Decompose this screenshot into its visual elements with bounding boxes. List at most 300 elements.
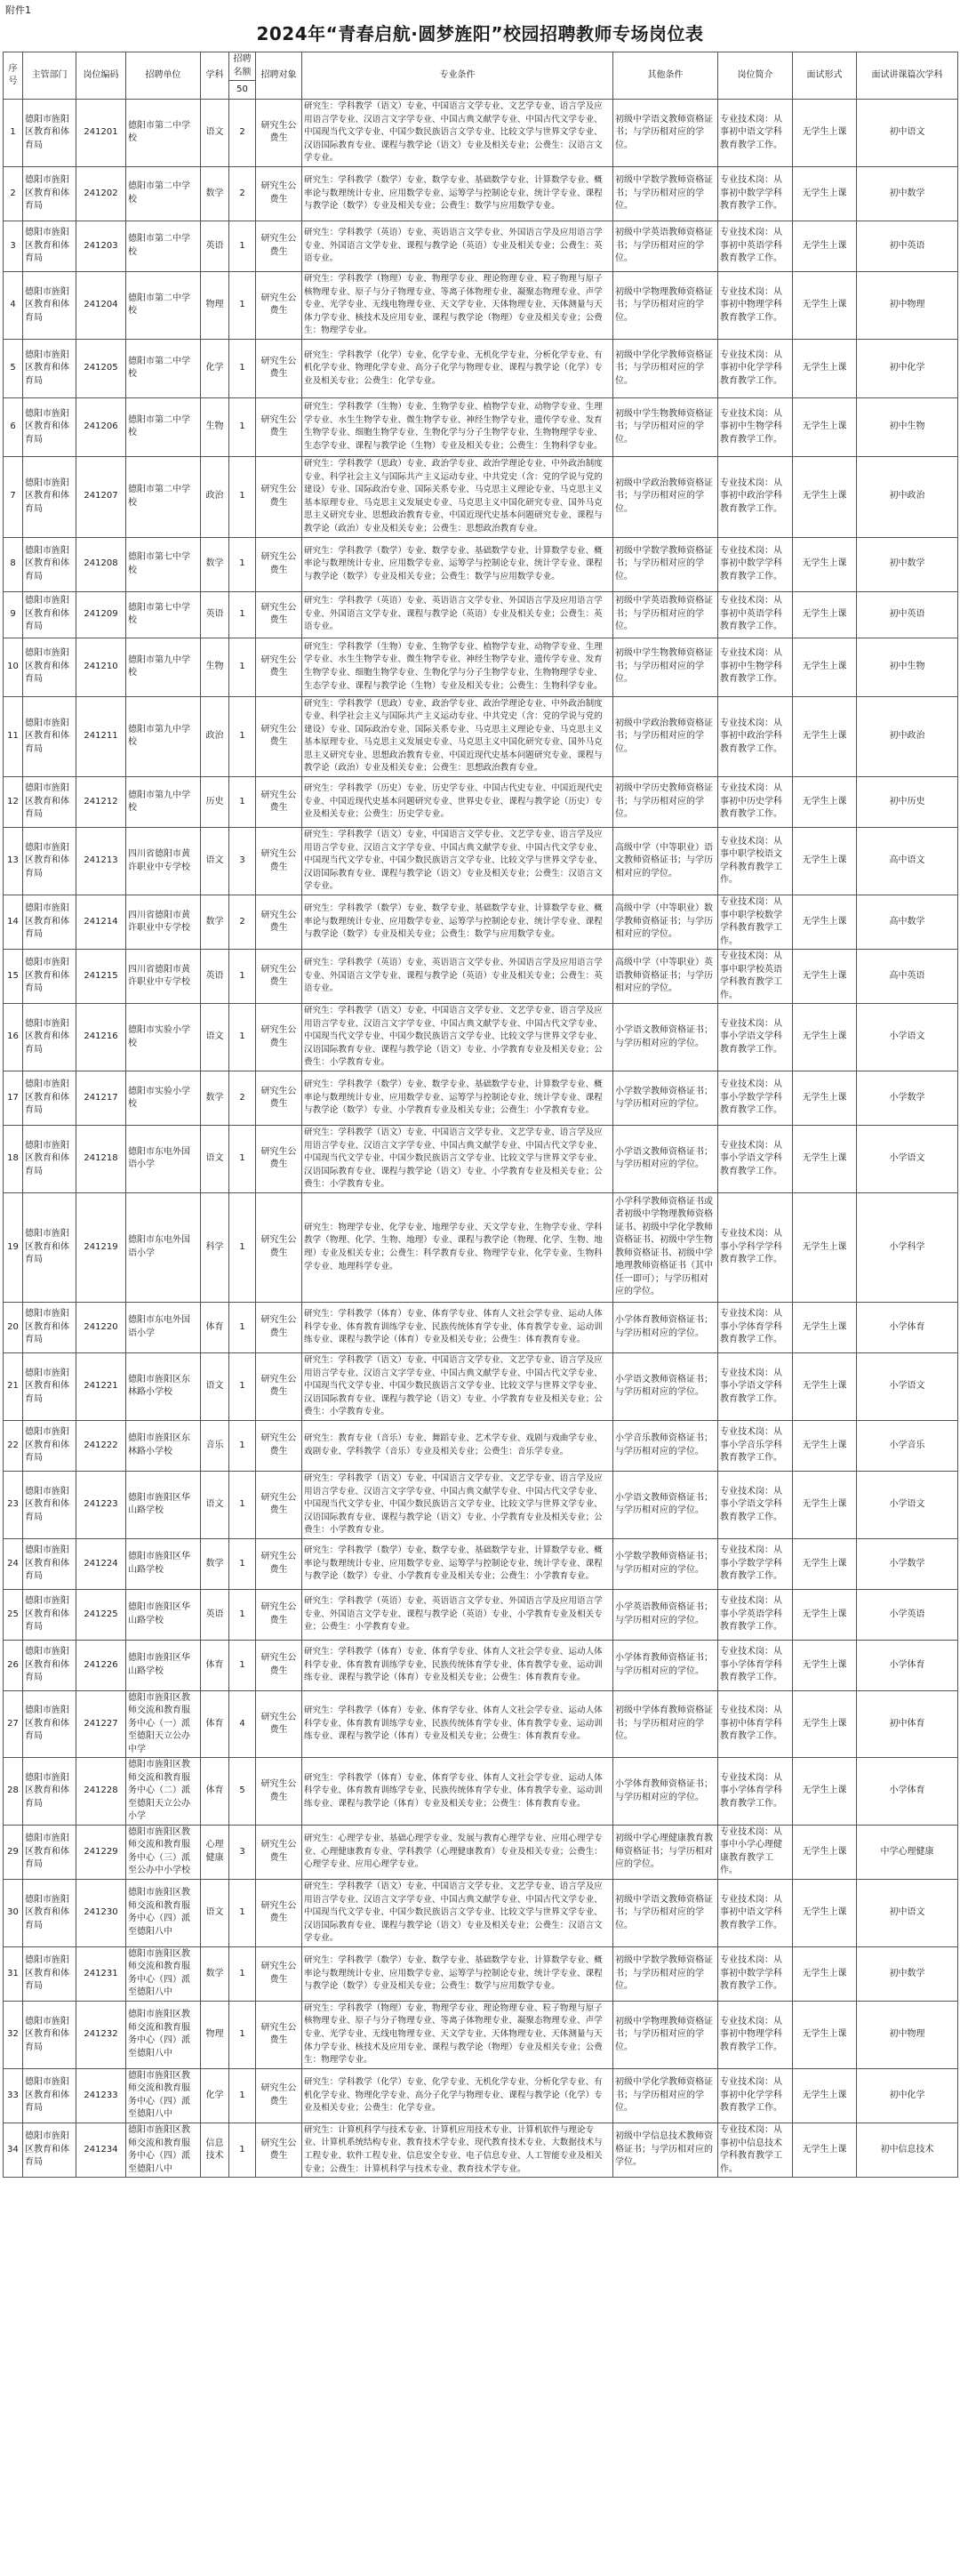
header-lesson: 面试讲课篇次学科	[857, 52, 958, 100]
row-number: 22	[4, 1420, 23, 1471]
row-unit: 德阳市第二中学校	[126, 397, 201, 456]
row-dept: 德阳市旌阳区教育和体育局	[23, 221, 76, 271]
row-other-conditions: 初级中学生物教师资格证书；与学历相对应的学位。	[613, 638, 718, 696]
table-row	[4, 1126, 958, 1193]
row-other-conditions: 小学体育教师资格证书；与学历相对应的学位。	[613, 1640, 718, 1690]
row-interview-form: 无学生上课	[793, 456, 857, 537]
row-number: 8	[4, 537, 23, 591]
row-quota: 1	[229, 1589, 256, 1640]
row-target: 研究生公费生	[256, 1302, 302, 1352]
row-number: 13	[4, 828, 23, 895]
row-quota: 5	[229, 1758, 256, 1826]
row-target: 研究生公费生	[256, 2068, 302, 2123]
row-intro: 专业技术岗：从事小学音乐学科教育教学工作。	[718, 1420, 793, 1471]
row-intro: 专业技术岗：从事初中英语学科教育教学工作。	[718, 591, 793, 638]
row-dept: 德阳市旌阳区教育和体育局	[23, 1640, 76, 1690]
row-number: 20	[4, 1302, 23, 1352]
row-other-conditions: 小学语文教师资格证书；与学历相对应的学位。	[613, 1471, 718, 1538]
row-unit: 德阳市实验小学校	[126, 1071, 201, 1126]
row-code: 241205	[76, 339, 126, 397]
row-code: 241221	[76, 1352, 126, 1420]
table-row	[4, 2068, 958, 2123]
row-interview-form: 无学生上课	[793, 2001, 857, 2068]
table-row	[4, 271, 958, 339]
row-requirements: 研究生：学科教学（体育）专业、体育学专业、体育人文社会学专业、运动人体科学专业、体育教育训练学专业、民族传统体育学专业、体育教学专业、运动训练专业、课程与教学论（体育）专业及相关专业；公费生：体育教育专业。	[302, 1758, 613, 1826]
table-row	[4, 1004, 958, 1071]
row-quota: 3	[229, 1825, 256, 1879]
row-intro: 专业技术岗：从事初中政治学科教育教学工作。	[718, 456, 793, 537]
row-number: 33	[4, 2068, 23, 2123]
row-unit: 德阳市旌阳区华山路学校	[126, 1538, 201, 1589]
row-interview-form: 无学生上课	[793, 1946, 857, 2001]
row-quota: 1	[229, 537, 256, 591]
row-unit: 德阳市东电外国语小学	[126, 1126, 201, 1193]
row-requirements: 研究生：学科教学（生物）专业、生物学专业、植物学专业、动物学专业、生理学专业、水生生物学专业、微生物学专业、神经生物学专业、遗传学专业、发育生物学专业、细胞生物学专业、生物化学与分子生物学专业、生物物理学专业、生态学专业、课程与教学论（生物）专业及相关专业；公费生：生物科学专业。	[302, 397, 613, 456]
row-subject: 语文	[201, 828, 229, 895]
row-other-conditions: 小学语文教师资格证书；与学历相对应的学位。	[613, 1004, 718, 1071]
table-row	[4, 1640, 958, 1690]
row-intro: 专业技术岗：从事初中数学学科教育教学工作。	[718, 537, 793, 591]
row-subject: 语文	[201, 1004, 229, 1071]
row-quota: 1	[229, 2001, 256, 2068]
row-quota: 1	[229, 696, 256, 777]
table-row	[4, 1758, 958, 1826]
row-lesson-subject: 小学语文	[857, 1126, 958, 1193]
row-requirements: 研究生：学科教学（语文）专业、中国语言文学专业、文艺学专业、语言学及应用语言学专业、汉语言文字学专业、中国古典文献学专业、中国古代文学专业、中国现当代文学专业、中国少数民族语言文学专业、比较文学与世界文学专业、汉语国际教育专业、课程与教学论（语文）专业及相关专业；公费生：汉语言文学专业。	[302, 828, 613, 895]
row-requirements: 研究生：学科教学（体育）专业、体育学专业、体育人文社会学专业、运动人体科学专业、体育教育训练学专业、民族传统体育学专业、体育教学专业、运动训练专业、课程与教学论（体育）专业及相关专业；公费生：体育教育专业。	[302, 1640, 613, 1690]
row-target: 研究生公费生	[256, 591, 302, 638]
row-dept: 德阳市旌阳区教育和体育局	[23, 828, 76, 895]
row-code: 241223	[76, 1471, 126, 1538]
row-requirements: 研究生：学科教学（英语）专业、英语语言文学专业、外国语言学及应用语言学专业、外国语言文学专业、课程与教学论（英语）专业及相关专业；公费生：英语专业。	[302, 591, 613, 638]
row-number: 9	[4, 591, 23, 638]
row-target: 研究生公费生	[256, 271, 302, 339]
row-other-conditions: 初级中学化学教师资格证书；与学历相对应的学位。	[613, 339, 718, 397]
row-number: 14	[4, 895, 23, 950]
row-other-conditions: 小学体育教师资格证书；与学历相对应的学位。	[613, 1302, 718, 1352]
row-other-conditions: 初级中学英语教师资格证书；与学历相对应的学位。	[613, 591, 718, 638]
row-intro: 专业技术岗：从事初中物理学科教育教学工作。	[718, 2001, 793, 2068]
row-code: 241234	[76, 2123, 126, 2177]
row-unit: 德阳市第二中学校	[126, 166, 201, 221]
row-subject: 生物	[201, 397, 229, 456]
row-target: 研究生公费生	[256, 1758, 302, 1826]
row-code: 241222	[76, 1420, 126, 1471]
row-other-conditions: 初级中学心理健康教育教师资格证书；与学历相对应的学位。	[613, 1825, 718, 1879]
row-dept: 德阳市旌阳区教育和体育局	[23, 100, 76, 167]
row-quota: 1	[229, 950, 256, 1004]
row-dept: 德阳市旌阳区教育和体育局	[23, 456, 76, 537]
row-requirements: 研究生：学科教学（生物）专业、生物学专业、植物学专业、动物学专业、生理学专业、水生生物学专业、微生物学专业、神经生物学专业、遗传学专业、发育生物学专业、细胞生物学专业、生物化学与分子生物学专业、生物物理学专业、生态学专业、课程与教学论（生物）专业及相关专业；公费生：生物科学专业。	[302, 638, 613, 696]
row-subject: 数学	[201, 1946, 229, 2001]
row-quota: 1	[229, 777, 256, 828]
row-intro: 专业技术岗：从事初中英语学科教育教学工作。	[718, 221, 793, 271]
row-interview-form: 无学生上课	[793, 271, 857, 339]
row-lesson-subject: 初中物理	[857, 271, 958, 339]
row-unit: 德阳市旌阳区教师交流和教育服务中心（一）派至德阳天立公办中学	[126, 1690, 201, 1758]
row-other-conditions: 小学语文教师资格证书；与学历相对应的学位。	[613, 1126, 718, 1193]
table-row	[4, 1420, 958, 1471]
row-target: 研究生公费生	[256, 166, 302, 221]
row-intro: 专业技术岗：从事中小学心理健康教育教学工作。	[718, 1825, 793, 1879]
row-number: 5	[4, 339, 23, 397]
row-quota: 1	[229, 1420, 256, 1471]
row-requirements: 研究生：学科教学（化学）专业、化学专业、无机化学专业、分析化学专业、有机化学专业、物理化学专业、高分子化学与物理专业、课程与教学论（化学）专业及相关专业；公费生：化学专业。	[302, 339, 613, 397]
row-requirements: 研究生：心理学专业、基础心理学专业、发展与教育心理学专业、应用心理学专业、心理健康教育专业、学科教学（心理健康教育）专业及相关专业；公费生：心理学专业、应用心理学专业。	[302, 1825, 613, 1879]
row-other-conditions: 初级中学英语教师资格证书；与学历相对应的学位。	[613, 221, 718, 271]
row-subject: 政治	[201, 456, 229, 537]
row-subject: 数学	[201, 1071, 229, 1126]
row-quota: 2	[229, 100, 256, 167]
row-other-conditions: 初级中学化学教师资格证书；与学历相对应的学位。	[613, 2068, 718, 2123]
row-other-conditions: 初级中学历史教师资格证书；与学历相对应的学位。	[613, 777, 718, 828]
row-number: 24	[4, 1538, 23, 1589]
row-interview-form: 无学生上课	[793, 591, 857, 638]
row-number: 3	[4, 221, 23, 271]
row-subject: 数学	[201, 166, 229, 221]
row-requirements: 研究生：教育专业（音乐）专业、舞蹈专业、艺术学专业、戏剧与戏曲学专业、戏剧专业、学科教学（音乐）专业及相关专业；公费生：音乐学专业。	[302, 1420, 613, 1471]
row-interview-form: 无学生上课	[793, 1192, 857, 1302]
row-code: 241219	[76, 1192, 126, 1302]
row-unit: 德阳市旌阳区教师交流和教育服务中心（二）派至德阳天立公办小学	[126, 1758, 201, 1826]
row-dept: 德阳市旌阳区教育和体育局	[23, 1538, 76, 1589]
header-no: 序号	[4, 52, 23, 100]
table-row	[4, 591, 958, 638]
row-interview-form: 无学生上课	[793, 2068, 857, 2123]
row-unit: 德阳市旌阳区教师交流和教育服务中心（四）派至德阳八中	[126, 2001, 201, 2068]
row-target: 研究生公费生	[256, 1946, 302, 2001]
row-other-conditions: 初级中学生物教师资格证书；与学历相对应的学位。	[613, 397, 718, 456]
row-number: 31	[4, 1946, 23, 2001]
header-code: 岗位编码	[76, 52, 126, 100]
header-form: 面试形式	[793, 52, 857, 100]
row-lesson-subject: 小学体育	[857, 1302, 958, 1352]
row-subject: 体育	[201, 1690, 229, 1758]
row-unit: 德阳市第二中学校	[126, 271, 201, 339]
row-target: 研究生公费生	[256, 1690, 302, 1758]
row-requirements: 研究生：学科教学（数学）专业、数学专业、基础数学专业、计算数学专业、概率论与数理统计专业、应用数学专业、运筹学与控制论专业、统计学专业、课程与教学论（数学）专业及相关专业；公费生：数学与应用数学专业。	[302, 537, 613, 591]
row-interview-form: 无学生上课	[793, 1004, 857, 1071]
row-code: 241230	[76, 1879, 126, 1946]
row-code: 241203	[76, 221, 126, 271]
row-requirements: 研究生：学科教学（英语）专业、英语语言文学专业、外国语言学及应用语言学专业、外国语言文学专业、课程与教学论（英语）专业、小学教育专业及相关专业；公费生：小学教育专业。	[302, 1589, 613, 1640]
row-code: 241233	[76, 2068, 126, 2123]
row-intro: 专业技术岗：从事小学语文学科教育教学工作。	[718, 1352, 793, 1420]
row-unit: 德阳市旌阳区教师交流和教育服务中心（三）派至公办中小学校	[126, 1825, 201, 1879]
row-interview-form: 无学生上课	[793, 1690, 857, 1758]
row-subject: 数学	[201, 537, 229, 591]
row-other-conditions: 小学数学教师资格证书；与学历相对应的学位。	[613, 1071, 718, 1126]
row-quota: 1	[229, 397, 256, 456]
row-unit: 德阳市第二中学校	[126, 339, 201, 397]
row-other-conditions: 小学语文教师资格证书；与学历相对应的学位。	[613, 1352, 718, 1420]
row-interview-form: 无学生上课	[793, 2123, 857, 2177]
row-other-conditions: 小学英语教师资格证书；与学历相对应的学位。	[613, 1589, 718, 1640]
row-interview-form: 无学生上课	[793, 100, 857, 167]
row-code: 241225	[76, 1589, 126, 1640]
row-other-conditions: 初级中学语文教师资格证书；与学历相对应的学位。	[613, 100, 718, 167]
row-requirements: 研究生：学科教学（数学）专业、数学专业、基础数学专业、计算数学专业、概率论与数理统计专业、应用数学专业、运筹学与控制论专业、统计学专业、课程与教学论（数学）专业及相关专业；公费生：数学与应用数学专业。	[302, 895, 613, 950]
row-dept: 德阳市旌阳区教育和体育局	[23, 1004, 76, 1071]
table-row	[4, 456, 958, 537]
row-number: 7	[4, 456, 23, 537]
row-interview-form: 无学生上课	[793, 1302, 857, 1352]
row-subject: 体育	[201, 1302, 229, 1352]
row-lesson-subject: 初中历史	[857, 777, 958, 828]
row-dept: 德阳市旌阳区教育和体育局	[23, 1126, 76, 1193]
row-unit: 德阳市旌阳区教师交流和教育服务中心（四）派至德阳八中	[126, 1879, 201, 1946]
row-lesson-subject: 初中化学	[857, 339, 958, 397]
row-other-conditions: 小学音乐教师资格证书；与学历相对应的学位。	[613, 1420, 718, 1471]
row-code: 241218	[76, 1126, 126, 1193]
row-other-conditions: 初级中学数学教师资格证书；与学历相对应的学位。	[613, 166, 718, 221]
row-target: 研究生公费生	[256, 1589, 302, 1640]
row-interview-form: 无学生上课	[793, 166, 857, 221]
row-lesson-subject: 初中英语	[857, 591, 958, 638]
row-requirements: 研究生：学科教学（语文）专业、中国语言文学专业、文艺学专业、语言学及应用语言学专业、汉语言文字学专业、中国古典文献学专业、中国古代文学专业、中国现当代文学专业、中国少数民族语言文学专业、比较文学与世界文学专业、汉语国际教育专业、课程与教学论（语文）专业、小学教育专业及相关专业；公费生：小学教育专业。	[302, 1126, 613, 1193]
row-dept: 德阳市旌阳区教育和体育局	[23, 591, 76, 638]
row-interview-form: 无学生上课	[793, 828, 857, 895]
row-number: 19	[4, 1192, 23, 1302]
row-intro: 专业技术岗：从事初中化学学科教育教学工作。	[718, 339, 793, 397]
row-number: 18	[4, 1126, 23, 1193]
row-dept: 德阳市旌阳区教育和体育局	[23, 1690, 76, 1758]
row-interview-form: 无学生上课	[793, 1758, 857, 1826]
row-dept: 德阳市旌阳区教育和体育局	[23, 1420, 76, 1471]
table-row	[4, 1946, 958, 2001]
row-number: 17	[4, 1071, 23, 1126]
row-code: 241231	[76, 1946, 126, 2001]
row-quota: 1	[229, 591, 256, 638]
row-requirements: 研究生：学科教学（体育）专业、体育学专业、体育人文社会学专业、运动人体科学专业、体育教育训练学专业、民族传统体育学专业、体育教学专业、运动训练专业、课程与教学论（体育）专业及相关专业；公费生：体育教育专业。	[302, 1302, 613, 1352]
row-subject: 数学	[201, 1538, 229, 1589]
row-target: 研究生公费生	[256, 397, 302, 456]
row-dept: 德阳市旌阳区教育和体育局	[23, 1302, 76, 1352]
header-quota: 招聘名额	[229, 52, 256, 81]
row-requirements: 研究生：学科教学（语文）专业、中国语言文学专业、文艺学专业、语言学及应用语言学专业、汉语言文字学专业、中国古典文献学专业、中国古代文学专业、中国现当代文学专业、中国少数民族语言文学专业、比较文学与世界文学专业、汉语国际教育专业、课程与教学论（语文）专业及相关专业；公费生：汉语言文学专业。	[302, 1879, 613, 1946]
row-code: 241215	[76, 950, 126, 1004]
row-unit: 德阳市第二中学校	[126, 221, 201, 271]
row-interview-form: 无学生上课	[793, 221, 857, 271]
table-row	[4, 1471, 958, 1538]
header-dept: 主管部门	[23, 52, 76, 100]
row-lesson-subject: 初中信息技术	[857, 2123, 958, 2177]
row-quota: 2	[229, 1071, 256, 1126]
row-code: 241224	[76, 1538, 126, 1589]
row-lesson-subject: 小学英语	[857, 1589, 958, 1640]
row-subject: 语文	[201, 1471, 229, 1538]
row-dept: 德阳市旌阳区教育和体育局	[23, 1352, 76, 1420]
row-target: 研究生公费生	[256, 221, 302, 271]
row-requirements: 研究生：学科教学（体育）专业、体育学专业、体育人文社会学专业、运动人体科学专业、体育教育训练学专业、民族传统体育学专业、体育教学专业、运动训练专业、课程与教学论（体育）专业及相关专业；公费生：体育教育专业。	[302, 1690, 613, 1758]
row-code: 241204	[76, 271, 126, 339]
row-intro: 专业技术岗：从事初中信息技术学科教育教学工作。	[718, 2123, 793, 2177]
table-row	[4, 2123, 958, 2177]
row-quota: 1	[229, 1302, 256, 1352]
row-number: 10	[4, 638, 23, 696]
row-requirements: 研究生：学科教学（历史）专业、历史学专业、中国古代史专业、中国近现代史专业、中国近现代史基本问题研究专业、世界史专业、课程与教学论（历史）专业及相关专业；公费生：历史学专业。	[302, 777, 613, 828]
row-intro: 专业技术岗：从事初中语文学科教育教学工作。	[718, 100, 793, 167]
row-requirements: 研究生：学科教学（数学）专业、数学专业、基础数学专业、计算数学专业、概率论与数理统计专业、应用数学专业、运筹学与控制论专业、统计学专业、课程与教学论（数学）专业、小学教育专业及相关专业；公费生：小学教育专业。	[302, 1071, 613, 1126]
row-dept: 德阳市旌阳区教育和体育局	[23, 638, 76, 696]
row-intro: 专业技术岗：从事中职学校英语学科教育教学工作。	[718, 950, 793, 1004]
row-interview-form: 无学生上课	[793, 537, 857, 591]
row-code: 241227	[76, 1690, 126, 1758]
row-quota: 1	[229, 2068, 256, 2123]
row-quota: 1	[229, 1352, 256, 1420]
row-unit: 德阳市旌阳区华山路学校	[126, 1640, 201, 1690]
row-other-conditions: 小学体育教师资格证书；与学历相对应的学位。	[613, 1758, 718, 1826]
row-unit: 德阳市旌阳区东林路小学校	[126, 1352, 201, 1420]
row-interview-form: 无学生上课	[793, 638, 857, 696]
row-subject: 科学	[201, 1192, 229, 1302]
row-unit: 德阳市第九中学校	[126, 638, 201, 696]
header-intro: 岗位简介	[718, 52, 793, 100]
row-requirements: 研究生：学科教学（英语）专业、英语语言文学专业、外国语言学及应用语言学专业、外国语言文学专业、课程与教学论（英语）专业及相关专业；公费生：英语专业。	[302, 950, 613, 1004]
row-quota: 1	[229, 1640, 256, 1690]
row-number: 12	[4, 777, 23, 828]
row-intro: 专业技术岗：从事小学英语学科教育教学工作。	[718, 1589, 793, 1640]
table-row	[4, 638, 958, 696]
row-interview-form: 无学生上课	[793, 397, 857, 456]
row-intro: 专业技术岗：从事初中生物学科教育教学工作。	[718, 397, 793, 456]
row-code: 241217	[76, 1071, 126, 1126]
row-target: 研究生公费生	[256, 638, 302, 696]
row-requirements: 研究生：学科教学（物理）专业、物理学专业、理论物理专业、粒子物理与原子核物理专业、原子与分子物理专业、等离子体物理专业、凝聚态物理专业、声学专业、光学专业、无线电物理专业、天文学专业、天体物理专业、天体测量与天体力学专业、核技术及应用专业、课程与教学论（物理）专业及相关专业；公费生：物理学专业。	[302, 2001, 613, 2068]
row-subject: 数学	[201, 895, 229, 950]
row-unit: 德阳市东电外国语小学	[126, 1192, 201, 1302]
row-code: 241210	[76, 638, 126, 696]
row-intro: 专业技术岗：从事初中化学学科教育教学工作。	[718, 2068, 793, 2123]
row-lesson-subject: 高中英语	[857, 950, 958, 1004]
row-quota: 1	[229, 456, 256, 537]
row-lesson-subject: 初中体育	[857, 1690, 958, 1758]
row-dept: 德阳市旌阳区教育和体育局	[23, 271, 76, 339]
row-intro: 专业技术岗：从事小学体育学科教育教学工作。	[718, 1302, 793, 1352]
row-number: 25	[4, 1589, 23, 1640]
row-target: 研究生公费生	[256, 1825, 302, 1879]
row-quota: 1	[229, 1126, 256, 1193]
row-other-conditions: 初级中学物理教师资格证书；与学历相对应的学位。	[613, 271, 718, 339]
row-number: 27	[4, 1690, 23, 1758]
row-number: 34	[4, 2123, 23, 2177]
row-subject: 语文	[201, 100, 229, 167]
table-row	[4, 1192, 958, 1302]
row-number: 2	[4, 166, 23, 221]
row-number: 29	[4, 1825, 23, 1879]
row-target: 研究生公费生	[256, 777, 302, 828]
row-requirements: 研究生：计算机科学与技术专业、计算机应用技术专业、计算机软件与理论专业、计算机系统结构专业、教育技术学专业、现代教育技术专业、大数据技术与工程专业、软件工程专业、信息安全专业、电子信息专业、人工智能专业及相关专业；公费生：计算机科学与技术专业、教育技术学专业。	[302, 2123, 613, 2177]
row-code: 241208	[76, 537, 126, 591]
row-other-conditions: 小学科学教师资格证书或者初级中学物理教师资格证书、初级中学化学教师资格证书、初级中学生物教师资格证书、初级中学地理教师资格证书（其中任一即可）；与学历相对应的学位。	[613, 1192, 718, 1302]
row-dept: 德阳市旌阳区教育和体育局	[23, 2001, 76, 2068]
row-subject: 物理	[201, 2001, 229, 2068]
header-target: 招聘对象	[256, 52, 302, 100]
table-row	[4, 828, 958, 895]
row-dept: 德阳市旌阳区教育和体育局	[23, 895, 76, 950]
table-row	[4, 1589, 958, 1640]
row-quota: 2	[229, 895, 256, 950]
row-code: 241212	[76, 777, 126, 828]
row-unit: 德阳市旌阳区华山路学校	[126, 1471, 201, 1538]
row-code: 241213	[76, 828, 126, 895]
row-lesson-subject: 小学科学	[857, 1192, 958, 1302]
row-lesson-subject: 初中数学	[857, 1946, 958, 2001]
row-lesson-subject: 初中政治	[857, 696, 958, 777]
row-number: 32	[4, 2001, 23, 2068]
table-row	[4, 166, 958, 221]
row-other-conditions: 初级中学体育教师资格证书；与学历相对应的学位。	[613, 1690, 718, 1758]
table-row	[4, 339, 958, 397]
row-dept: 德阳市旌阳区教育和体育局	[23, 1879, 76, 1946]
row-unit: 德阳市旌阳区教师交流和教育服务中心（四）派至德阳八中	[126, 2068, 201, 2123]
row-dept: 德阳市旌阳区教育和体育局	[23, 1758, 76, 1826]
row-code: 241202	[76, 166, 126, 221]
row-other-conditions: 初级中学数学教师资格证书；与学历相对应的学位。	[613, 1946, 718, 2001]
row-lesson-subject: 初中语文	[857, 1879, 958, 1946]
table-row	[4, 1825, 958, 1879]
row-interview-form: 无学生上课	[793, 339, 857, 397]
row-target: 研究生公费生	[256, 1126, 302, 1193]
row-code: 241220	[76, 1302, 126, 1352]
row-lesson-subject: 高中语文	[857, 828, 958, 895]
row-lesson-subject: 高中数学	[857, 895, 958, 950]
table-row	[4, 221, 958, 271]
row-dept: 德阳市旌阳区教育和体育局	[23, 2123, 76, 2177]
row-code: 241207	[76, 456, 126, 537]
document-title: 2024年“青春启航·圆梦旌阳”校园招聘教师专场岗位表	[256, 23, 704, 44]
row-dept: 德阳市旌阳区教育和体育局	[23, 1192, 76, 1302]
row-interview-form: 无学生上课	[793, 1538, 857, 1589]
row-number: 1	[4, 100, 23, 167]
row-intro: 专业技术岗：从事小学语文学科教育教学工作。	[718, 1126, 793, 1193]
row-intro: 专业技术岗：从事小学数学学科教育教学工作。	[718, 1071, 793, 1126]
row-quota: 3	[229, 828, 256, 895]
row-unit: 德阳市第七中学校	[126, 537, 201, 591]
row-target: 研究生公费生	[256, 1004, 302, 1071]
row-code: 241226	[76, 1640, 126, 1690]
row-subject: 音乐	[201, 1420, 229, 1471]
row-lesson-subject: 初中物理	[857, 2001, 958, 2068]
row-target: 研究生公费生	[256, 339, 302, 397]
header-other: 其他条件	[613, 52, 718, 100]
header-unit: 招聘单位	[126, 52, 201, 100]
row-requirements: 研究生：学科教学（思政）专业、政治学专业、政治学理论专业、中外政治制度专业、科学社会主义与国际共产主义运动专业、中共党史（含：党的学说与党的建设）专业、国际政治专业、国际关系专业、马克思主义理论专业、马克思主义基本原理专业、马克思主义发展史专业、马克思主义中国化研究专业、国外马克思主义研究专业、思想政治教育专业、中国近现代史基本问题研究专业、课程与教学论（政治）专业及相关专业；公费生：思想政治教育专业。	[302, 456, 613, 537]
row-quota: 1	[229, 1004, 256, 1071]
row-subject: 信息技术	[201, 2123, 229, 2177]
row-quota: 1	[229, 1538, 256, 1589]
row-target: 研究生公费生	[256, 1192, 302, 1302]
row-interview-form: 无学生上课	[793, 1471, 857, 1538]
row-quota: 1	[229, 339, 256, 397]
row-other-conditions: 初级中学政治教师资格证书；与学历相对应的学位。	[613, 696, 718, 777]
row-code: 241229	[76, 1825, 126, 1879]
row-dept: 德阳市旌阳区教育和体育局	[23, 1825, 76, 1879]
row-requirements: 研究生：学科教学（英语）专业、英语语言文学专业、外国语言学及应用语言学专业、外国语言文学专业、课程与教学论（英语）专业及相关专业；公费生：英语专业。	[302, 221, 613, 271]
row-target: 研究生公费生	[256, 2123, 302, 2177]
row-dept: 德阳市旌阳区教育和体育局	[23, 1589, 76, 1640]
table-row	[4, 100, 958, 167]
row-subject: 英语	[201, 950, 229, 1004]
row-number: 30	[4, 1879, 23, 1946]
table-row	[4, 895, 958, 950]
row-target: 研究生公费生	[256, 537, 302, 591]
row-target: 研究生公费生	[256, 950, 302, 1004]
row-dept: 德阳市旌阳区教育和体育局	[23, 696, 76, 777]
row-quota: 1	[229, 221, 256, 271]
row-requirements: 研究生：学科教学（物理）专业、物理学专业、理论物理专业、粒子物理与原子核物理专业、原子与分子物理专业、等离子体物理专业、凝聚态物理专业、声学专业、光学专业、无线电物理专业、天文学专业、天体物理专业、天体测量与天体力学专业、核技术及应用专业、课程与教学论（物理）专业及相关专业；公费生：物理学专业。	[302, 271, 613, 339]
row-subject: 物理	[201, 271, 229, 339]
